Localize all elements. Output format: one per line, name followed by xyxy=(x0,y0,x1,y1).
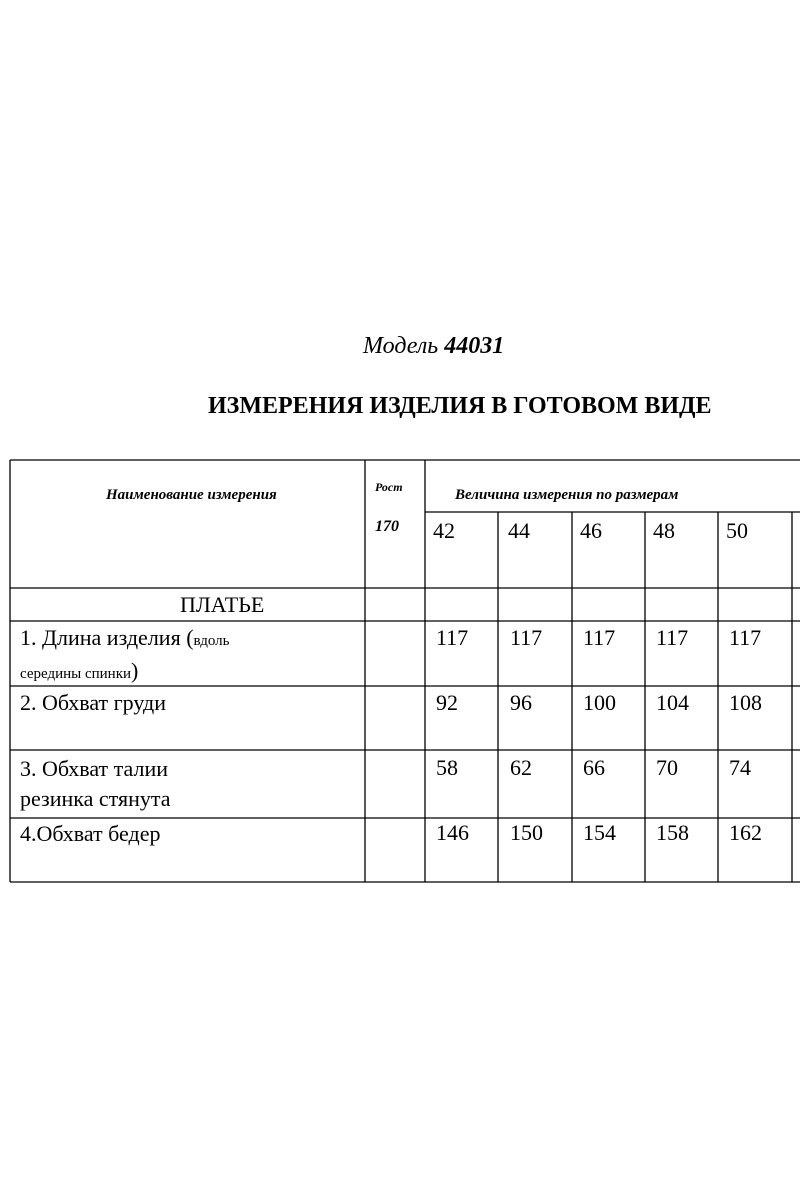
row-label-small: вдоль xyxy=(193,633,230,649)
cell-value: 117 xyxy=(729,625,762,650)
model-number: 44031 xyxy=(444,333,505,359)
height-value: 170 xyxy=(375,518,399,535)
size-header: 50 xyxy=(726,518,748,543)
cell-value: 100 xyxy=(583,690,616,715)
row-label xyxy=(20,623,230,689)
section-title: ПЛАТЬЕ xyxy=(180,592,265,617)
page-title: ИЗМЕРЕНИЯ ИЗДЕЛИЯ В ГОТОВОМ ВИДЕ xyxy=(208,393,712,419)
size-header: 46 xyxy=(580,518,602,543)
col-name-header: Наименование измерения xyxy=(106,487,277,503)
cell-value: 117 xyxy=(510,625,543,650)
cell-value: 117 xyxy=(436,625,469,650)
cell-value: 108 xyxy=(729,690,762,715)
size-header: 48 xyxy=(653,518,675,543)
size-header: 42 xyxy=(433,518,455,543)
row-label xyxy=(20,819,161,849)
cell-value: 154 xyxy=(583,820,616,845)
cell-value: 150 xyxy=(510,820,543,845)
cell-value: 158 xyxy=(656,820,689,845)
cell-value: 96 xyxy=(510,690,532,715)
row-label xyxy=(20,754,171,814)
cell-value: 104 xyxy=(656,690,689,715)
row-label-tail: ) xyxy=(131,658,139,683)
row-label xyxy=(20,688,166,718)
cell-value: 162 xyxy=(729,820,762,845)
cell-value: 117 xyxy=(583,625,616,650)
cell-value: 58 xyxy=(436,755,458,780)
size-header: 44 xyxy=(508,518,530,543)
row-label-small: середины спинки xyxy=(20,666,132,682)
row-label-main: 4.Обхват бедер xyxy=(20,821,161,846)
cell-value: 66 xyxy=(583,755,605,780)
row-label-line2: резинка стянута xyxy=(20,786,171,811)
col-sizes-header: Величина измерения по размерам xyxy=(455,487,679,503)
cell-value: 74 xyxy=(729,755,751,780)
col-height-header: Рост xyxy=(375,480,403,494)
row-label-main: 2. Обхват груди xyxy=(20,690,166,715)
cell-value: 70 xyxy=(656,755,678,780)
cell-value: 92 xyxy=(436,690,458,715)
row-label-main: 3. Обхват талии xyxy=(20,756,169,781)
cell-value: 146 xyxy=(436,820,469,845)
model-prefix: Модель xyxy=(363,333,439,359)
row-label-main: 1. Длина изделия ( xyxy=(20,625,194,650)
cell-value: 62 xyxy=(510,755,532,780)
cell-value: 117 xyxy=(656,625,689,650)
